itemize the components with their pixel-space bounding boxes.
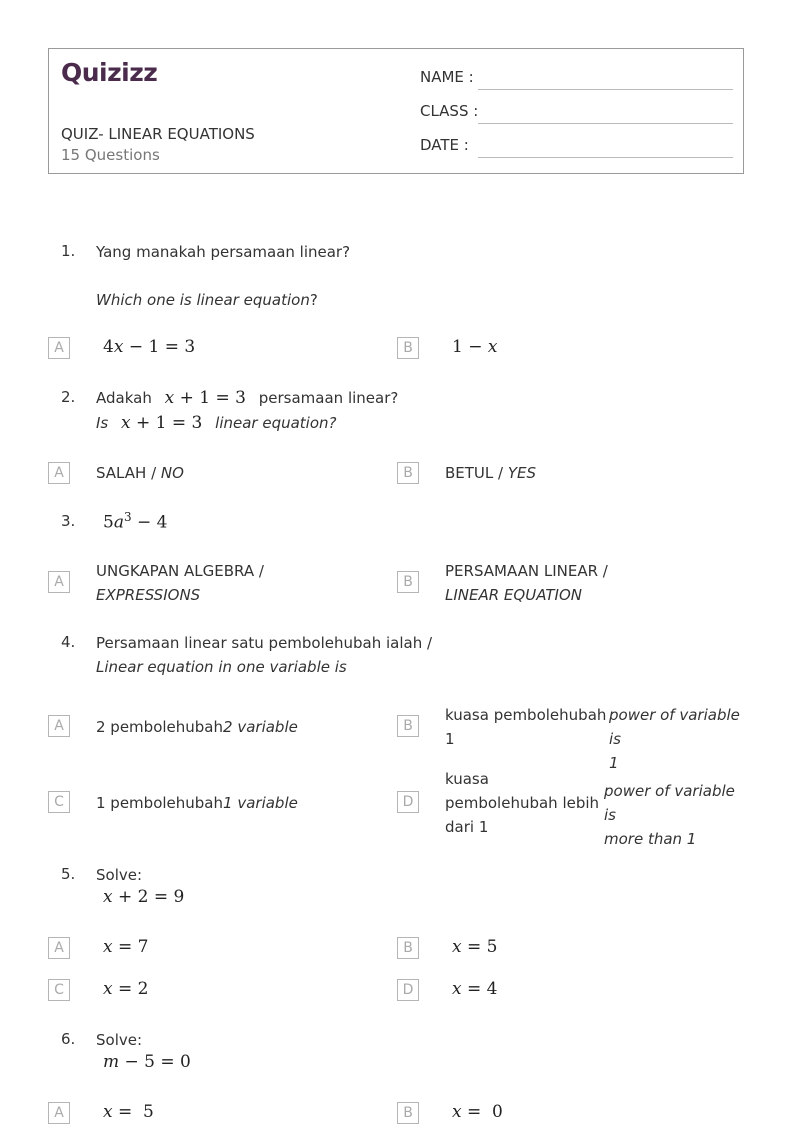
option-label: B <box>397 337 419 359</box>
math-rest: = 0 <box>461 1102 503 1122</box>
option-text <box>445 703 610 751</box>
option-text <box>452 937 497 957</box>
option-main: kuasa <box>445 770 489 788</box>
math-variable: x <box>103 937 113 957</box>
option-label: C <box>48 979 70 1001</box>
option-text <box>96 559 264 607</box>
math-variable: x <box>113 337 124 357</box>
math-rest: = 2 <box>112 979 149 999</box>
math-variable: x <box>103 979 113 999</box>
question-text <box>96 386 398 410</box>
option-english <box>604 779 749 851</box>
option-text <box>445 559 608 607</box>
option-text <box>96 715 298 739</box>
option-english: YES <box>507 464 537 482</box>
option-label: D <box>397 791 419 813</box>
option-english-line: power of variable is <box>604 782 735 824</box>
question-text-post: linear equation? <box>215 414 337 432</box>
option-label: A <box>48 462 70 484</box>
math-variable: x <box>103 887 113 907</box>
option-english-line: 1 <box>609 754 619 772</box>
option-label: A <box>48 337 70 359</box>
option-main: dari 1 <box>445 818 489 836</box>
option-main: kuasa pembolehubah <box>445 706 607 724</box>
question-text <box>96 631 432 679</box>
question-text-pre: Adakah <box>96 389 152 407</box>
option-text <box>452 337 497 357</box>
math-rest: = 5 <box>461 937 498 957</box>
math-expression <box>121 413 202 433</box>
option-main: 1 pembolehubah <box>96 794 224 812</box>
question-number: 4. <box>61 633 76 651</box>
option-text <box>103 1102 154 1122</box>
option-main: pembolehubah lebih <box>445 794 600 812</box>
question-number: 5. <box>61 865 76 883</box>
question-number: 2. <box>61 388 76 406</box>
math-variable: x <box>452 1102 462 1122</box>
option-main: UNGKAPAN ALGEBRA / <box>96 562 264 580</box>
math-exponent: 3 <box>123 510 132 524</box>
option-text <box>103 937 148 957</box>
math-rest: − 4 <box>131 512 168 533</box>
math-variable: x <box>103 1102 113 1122</box>
option-english-line: power of variable is <box>609 706 740 748</box>
math-rest: − 1 = 3 <box>123 337 196 357</box>
name-line <box>478 89 733 90</box>
math-variable: x <box>452 979 462 999</box>
option-english-line: more than 1 <box>604 830 697 848</box>
math-rest: − 5 = 0 <box>119 1052 191 1072</box>
question-text: Yang manakah persamaan linear? <box>96 243 351 261</box>
question-text-english <box>96 411 337 435</box>
math-variable: x <box>164 388 175 408</box>
option-text <box>96 461 184 485</box>
option-main: 2 pembolehubah <box>96 718 224 736</box>
math-variable: a <box>113 512 124 533</box>
option-label: A <box>48 571 70 593</box>
option-label: C <box>48 791 70 813</box>
question-count: 15 Questions <box>61 146 160 164</box>
option-text <box>445 461 536 485</box>
option-english: 1 variable <box>223 794 298 812</box>
question-text-post: persamaan linear? <box>258 389 399 407</box>
quiz-title: QUIZ- LINEAR EQUATIONS <box>61 125 255 143</box>
option-label: B <box>397 937 419 959</box>
option-label: A <box>48 1102 70 1124</box>
math-coefficient: 4 <box>103 337 114 357</box>
option-main: 1 <box>445 730 455 748</box>
quizizz-logo: Quizizz <box>61 58 158 87</box>
question-number: 6. <box>61 1030 76 1048</box>
question-math <box>103 1052 191 1072</box>
option-main: PERSAMAAN LINEAR / <box>445 562 608 580</box>
class-label: CLASS : <box>420 102 479 120</box>
option-english: 2 variable <box>223 718 298 736</box>
math-rest: = 7 <box>112 937 149 957</box>
option-text <box>452 979 497 999</box>
option-label: B <box>397 571 419 593</box>
option-label: B <box>397 1102 419 1124</box>
math-variable: m <box>103 1052 120 1072</box>
question-text-main: Persamaan linear satu pembolehubah ialah / <box>96 634 433 652</box>
question-text-pre: Is <box>96 414 109 432</box>
name-label: NAME : <box>420 68 474 86</box>
option-text <box>103 979 148 999</box>
question-text-english <box>96 288 318 312</box>
question-math <box>103 887 184 907</box>
question-text: Solve: <box>96 1031 143 1049</box>
option-english: LINEAR EQUATION <box>445 586 582 604</box>
class-line <box>478 123 733 124</box>
option-label: B <box>397 462 419 484</box>
math-rest: = 4 <box>461 979 498 999</box>
math-variable: x <box>121 413 131 433</box>
math-expression <box>165 388 246 408</box>
question-text-english-mark: ? <box>309 291 318 309</box>
math-variable: x <box>487 337 498 357</box>
date-label: DATE : <box>420 136 469 154</box>
option-text <box>452 1102 503 1122</box>
question-text: Solve: <box>96 866 143 884</box>
option-english: NO <box>160 464 184 482</box>
option-label: B <box>397 715 419 737</box>
option-english <box>609 703 749 775</box>
option-text <box>96 791 298 815</box>
option-main: SALAH / <box>96 464 161 482</box>
math-rest: + 1 = 3 <box>174 388 246 408</box>
question-math <box>103 510 167 533</box>
math-variable: x <box>452 937 462 957</box>
option-text <box>103 337 195 357</box>
option-main: BETUL / <box>445 464 508 482</box>
option-text <box>445 767 605 839</box>
date-line <box>478 157 733 158</box>
question-text-english-main: Which one is linear equation <box>96 291 310 309</box>
option-label: A <box>48 715 70 737</box>
question-number: 3. <box>61 512 76 530</box>
option-label: D <box>397 979 419 1001</box>
option-label: A <box>48 937 70 959</box>
math-coefficient: 5 <box>103 512 114 533</box>
question-number: 1. <box>61 242 76 260</box>
question-text-english: Linear equation in one variable is <box>96 658 347 676</box>
math-rest: 1 − <box>452 337 488 357</box>
option-english: EXPRESSIONS <box>96 586 201 604</box>
math-rest: = 5 <box>112 1102 154 1122</box>
math-rest: + 1 = 3 <box>130 413 203 433</box>
math-rest: + 2 = 9 <box>112 887 185 907</box>
